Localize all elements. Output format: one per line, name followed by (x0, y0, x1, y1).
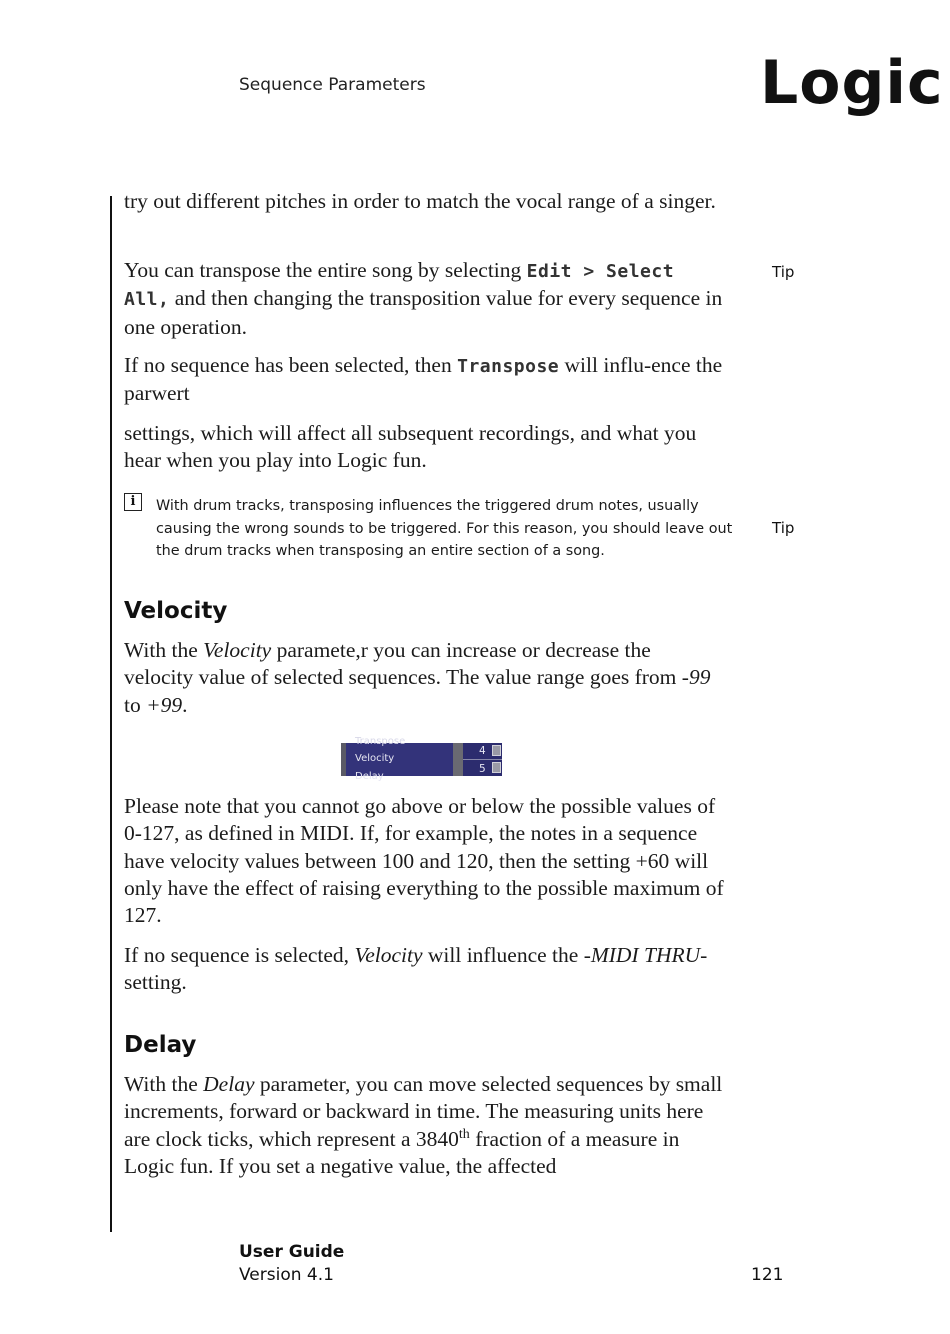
paragraph-vocal-range: try out different pitches in order to match the vocal range of a singer. (124, 189, 716, 213)
margin-tip: Tip (772, 263, 795, 281)
emphasis-midi-thru: MIDI THRU (590, 943, 701, 967)
text-run: fraction of a measure in Logic fun. If you set a negative value, the affected (124, 1126, 680, 1178)
param-label-velocity: Velocity (355, 753, 395, 764)
paragraph-no-sequence-transpose (124, 352, 724, 408)
page-header-title: Sequence Parameters (239, 75, 426, 95)
panel-column-divider (453, 743, 463, 776)
panel-edge (341, 743, 346, 776)
info-note-icon: i (124, 493, 142, 511)
param-value-transpose: 4 (479, 745, 486, 757)
stepper-button[interactable] (492, 762, 501, 773)
section-heading-delay: Delay (124, 1032, 197, 1058)
param-label-delay: Delay (355, 771, 384, 782)
text-run: If no sequence has been selected, then (124, 353, 458, 377)
superscript-th: th (458, 1126, 470, 1142)
text-run: With the (124, 1072, 204, 1096)
emphasis-velocity: Velocity (354, 943, 423, 967)
emphasis-velocity: Velocity (203, 638, 272, 662)
section-heading-velocity: Velocity (124, 598, 228, 624)
text-run: will influence the - (422, 943, 591, 967)
sequence-parameter-panel (341, 736, 502, 782)
stepper-button[interactable] (492, 745, 501, 756)
footer-title: User Guide (239, 1242, 345, 1262)
emphasis-delay: Delay (203, 1072, 255, 1096)
value-min: -99 (681, 665, 711, 690)
note-drum-tracks: With drum tracks, transposing influences the triggered drum notes, usually causing the wrong sounds to be triggered. For this reason, you should leave out the drum tracks when transposing an entire section of a song. (156, 498, 733, 559)
text-run: will influ-ence the parwert (124, 353, 723, 406)
margin-rule (110, 196, 112, 1232)
paragraph-delay-intro (124, 1071, 724, 1180)
menu-separator: > (572, 261, 607, 282)
text-run: parameter, you can move selected sequences by small increments, forward or backward in time. The measuring units here are clock ticks, which represent a 3840 (124, 1072, 723, 1151)
logo-wordmark: Logic (760, 48, 944, 118)
page-number: 121 (751, 1265, 784, 1285)
text-run: If no sequence is selected, (124, 943, 355, 967)
menu-command-edit: Edit (526, 261, 573, 282)
menu-command-transpose: Transpose (457, 356, 560, 377)
text-run: With the (124, 638, 204, 662)
text-run: to (124, 692, 147, 717)
text-run: You can transpose the entire song by selecting (124, 258, 527, 282)
param-label-transpose: Transpose (355, 736, 406, 747)
value-max: +99 (146, 692, 183, 717)
text-run: . (182, 692, 188, 717)
paragraph-midi-range: Please note that you cannot go above or below the possible values of 0-127, as defined in MIDI. If, for example, the notes in a sequence have velocity values between 100 and 120, then the setting +60 will only have the effect of raising everything to the possible maximum of 127. (124, 794, 724, 928)
text-run: -setting. (124, 943, 708, 995)
paragraph-transpose-song (124, 257, 724, 341)
text-run: paramete,r you can increase or decrease the velocity value of selected sequences. The value range goes from (124, 638, 682, 690)
param-value-velocity: 5 (479, 763, 486, 775)
paragraph-no-sequence-velocity (124, 942, 724, 997)
text-run: and then changing the transposition value for every sequence in one operation. (124, 286, 723, 339)
logic-logo (760, 48, 944, 128)
margin-tip: Tip (772, 519, 795, 537)
footer-version: Version 4.1 (239, 1265, 334, 1285)
panel-row-divider (463, 759, 502, 760)
paragraph-velocity-intro (124, 637, 724, 719)
paragraph-settings: settings, which will affect all subsequent recordings, and what you hear when you play into Logic fun. (124, 421, 697, 473)
menu-command-select-all: Select All, (124, 261, 675, 311)
